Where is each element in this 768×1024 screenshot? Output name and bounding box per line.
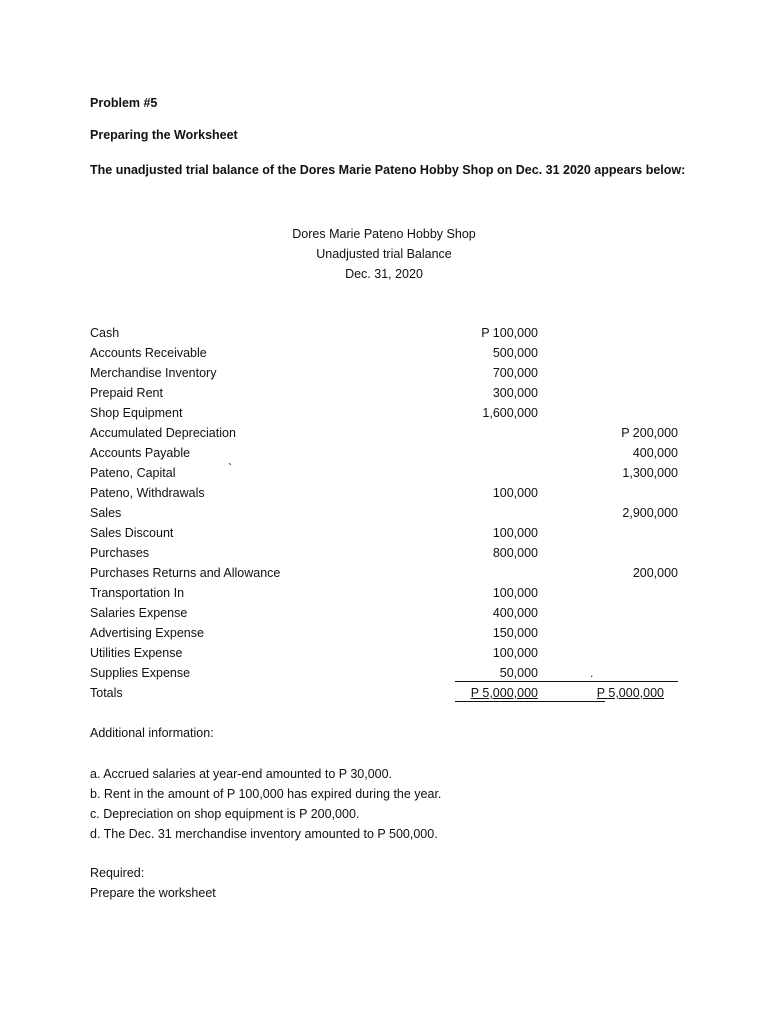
credit-amount: 2,900,000 [622, 506, 678, 520]
account-name: Accounts Payable [90, 446, 191, 460]
required-heading: Required: [90, 866, 145, 880]
account-name: Salaries Expense [90, 606, 188, 620]
account-row [90, 586, 690, 606]
double-underline [455, 701, 605, 702]
problem-number: Problem #5 [90, 96, 158, 110]
additional-heading: Additional information: [90, 726, 214, 740]
account-row [90, 406, 690, 426]
statement-date: Dec. 31, 2020 [345, 267, 423, 281]
account-name: Shop Equipment [90, 406, 183, 420]
statement-title: Unadjusted trial Balance [316, 247, 452, 261]
debit-amount: 150,000 [492, 626, 538, 640]
account-row [90, 326, 690, 346]
account-name: Prepaid Rent [90, 386, 163, 400]
account-row [90, 646, 690, 666]
account-row [90, 506, 690, 526]
account-name: Purchases Returns and Allowance [90, 566, 281, 580]
account-name: Pateno, Withdrawals [90, 486, 205, 500]
account-name: Sales Discount [90, 526, 174, 540]
account-row [90, 386, 690, 406]
credit-amount: 400,000 [632, 446, 678, 460]
account-name: Sales [90, 506, 122, 520]
debit-amount: 1,600,000 [482, 406, 538, 420]
additional-item: b. Rent in the amount of P 100,000 has expired during the year. [90, 787, 442, 801]
account-row [90, 526, 690, 546]
credit-amount: P 200,000 [621, 426, 678, 440]
debit-amount: 100,000 [492, 586, 538, 600]
account-row [90, 466, 690, 486]
debit-amount: 100,000 [492, 486, 538, 500]
required-task: Prepare the worksheet [90, 886, 216, 900]
account-name: Accounts Receivable [90, 346, 207, 360]
account-row [90, 666, 690, 686]
debit-amount: 500,000 [492, 346, 538, 360]
stray-backtick-mark: ` [228, 461, 232, 475]
stray-period-mark: . [590, 666, 594, 680]
totals-label: Totals [90, 686, 123, 700]
problem-topic: Preparing the Worksheet [90, 128, 238, 142]
account-row [90, 566, 690, 586]
additional-item: d. The Dec. 31 merchandise inventory amounted to P 500,000. [90, 827, 438, 841]
totals-row [90, 686, 690, 706]
subtotal-underline [455, 681, 678, 682]
account-row [90, 346, 690, 366]
account-name: Pateno, Capital [90, 466, 176, 480]
account-name: Purchases [90, 546, 150, 560]
account-name: Merchandise Inventory [90, 366, 217, 380]
additional-item: a. Accrued salaries at year-end amounted to P 30,000. [90, 767, 393, 781]
account-row [90, 426, 690, 446]
total-debit: P 5,000,000 [470, 686, 538, 700]
account-row [90, 626, 690, 646]
debit-amount: 300,000 [492, 386, 538, 400]
total-credit: P 5,000,000 [596, 686, 664, 700]
account-name: Cash [90, 326, 120, 340]
debit-amount: 700,000 [492, 366, 538, 380]
account-row [90, 486, 690, 506]
account-row [90, 446, 690, 466]
additional-item: c. Depreciation on shop equipment is P 200,000. [90, 807, 360, 821]
account-row [90, 366, 690, 386]
account-row [90, 606, 690, 626]
credit-amount: 1,300,000 [622, 466, 678, 480]
account-name: Advertising Expense [90, 626, 204, 640]
debit-amount: 100,000 [492, 526, 538, 540]
debit-amount: P 100,000 [481, 326, 538, 340]
intro-text: The unadjusted trial balance of the Dores Marie Pateno Hobby Shop on Dec. 31 2020 appears below: [90, 163, 686, 177]
account-name: Accumulated Depreciation [90, 426, 236, 440]
debit-amount: 50,000 [499, 666, 538, 680]
account-name: Transportation In [90, 586, 185, 600]
company-name: Dores Marie Pateno Hobby Shop [292, 227, 476, 241]
account-name: Supplies Expense [90, 666, 191, 680]
debit-amount: 400,000 [492, 606, 538, 620]
credit-amount: 200,000 [632, 566, 678, 580]
account-name: Utilities Expense [90, 646, 183, 660]
debit-amount: 100,000 [492, 646, 538, 660]
account-row [90, 546, 690, 566]
debit-amount: 800,000 [492, 546, 538, 560]
